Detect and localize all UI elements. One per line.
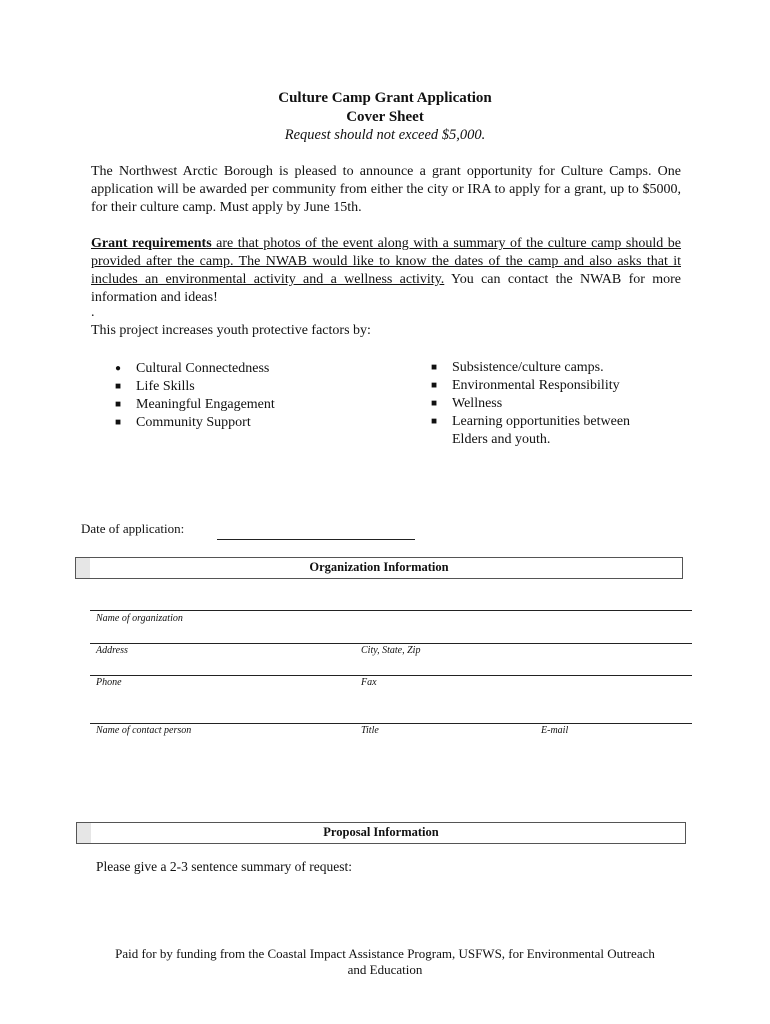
organization-information-header [75, 557, 683, 579]
phone-fax-field[interactable] [90, 675, 692, 676]
city-state-zip-label: City, State, Zip [361, 645, 421, 656]
date-of-application-label: Date of application: [81, 521, 185, 536]
right-factor-list [428, 359, 658, 449]
funding-footer-line2: and Education [347, 962, 423, 977]
organization-name-label: Name of organization [96, 613, 183, 624]
address-field[interactable] [90, 643, 692, 644]
contact-person-field[interactable] [90, 723, 692, 724]
proposal-section-title: Proposal Information [323, 825, 439, 839]
requirements-underlined-text: are that photos of the event along with a summary of the culture camp should be provided after the camp. The NWAB would like to know the dates of the camp and also asks that it includes an environmental activity and a wellness activity. [91, 236, 681, 287]
date-of-application-field[interactable] [217, 539, 415, 540]
contact-person-label: Name of contact person [96, 725, 192, 736]
list-item: ■ Learning opportunities between Elders and youth. [431, 414, 631, 447]
separator-dot: . [91, 305, 95, 320]
list-item: ■ Subsistence/culture camps. [431, 360, 604, 375]
list-item: ■ Community Support [115, 415, 251, 430]
requirements-rest: You can contact the NWAB for more information and ideas! [91, 272, 682, 305]
document-title: Culture Camp Grant Application [278, 90, 492, 106]
title-label: Title [361, 725, 379, 736]
factors-intro: This project increases youth protective factors by: [91, 323, 371, 338]
left-factor-list [112, 360, 412, 432]
organization-section-title: Organization Information [309, 560, 449, 574]
list-item: ■ Meaningful Engagement [115, 397, 275, 412]
request-limit-note: Request should not exceed $5,000. [284, 127, 486, 143]
phone-label: Phone [96, 677, 122, 688]
list-item: ■ Wellness [431, 396, 503, 411]
address-label: Address [96, 645, 128, 656]
email-label: E-mail [541, 725, 569, 736]
fax-label: Fax [361, 677, 377, 688]
intro-paragraph: The Northwest Arctic Borough is pleased to announce a grant opportunity for Culture Camps. One application will be awarded per community from either the city or IRA to apply for a grant, up to $5000, for their culture camp. Must apply by June 15th. [91, 164, 681, 215]
organization-name-field[interactable] [90, 610, 692, 611]
requirements-label: Grant requirements [91, 236, 212, 251]
funding-footer-line1: Paid for by funding from the Coastal Impact Assistance Program, USFWS, for Environmental Outreach [115, 946, 655, 961]
document-subtitle: Cover Sheet [346, 109, 424, 125]
proposal-information-header [76, 822, 686, 844]
summary-prompt: Please give a 2-3 sentence summary of request: [96, 859, 353, 874]
list-item: ● Cultural Connectedness [115, 361, 270, 376]
list-item: ■ Life Skills [115, 379, 195, 394]
list-item: ■ Environmental Responsibility [431, 378, 620, 393]
requirements-paragraph [91, 235, 681, 307]
